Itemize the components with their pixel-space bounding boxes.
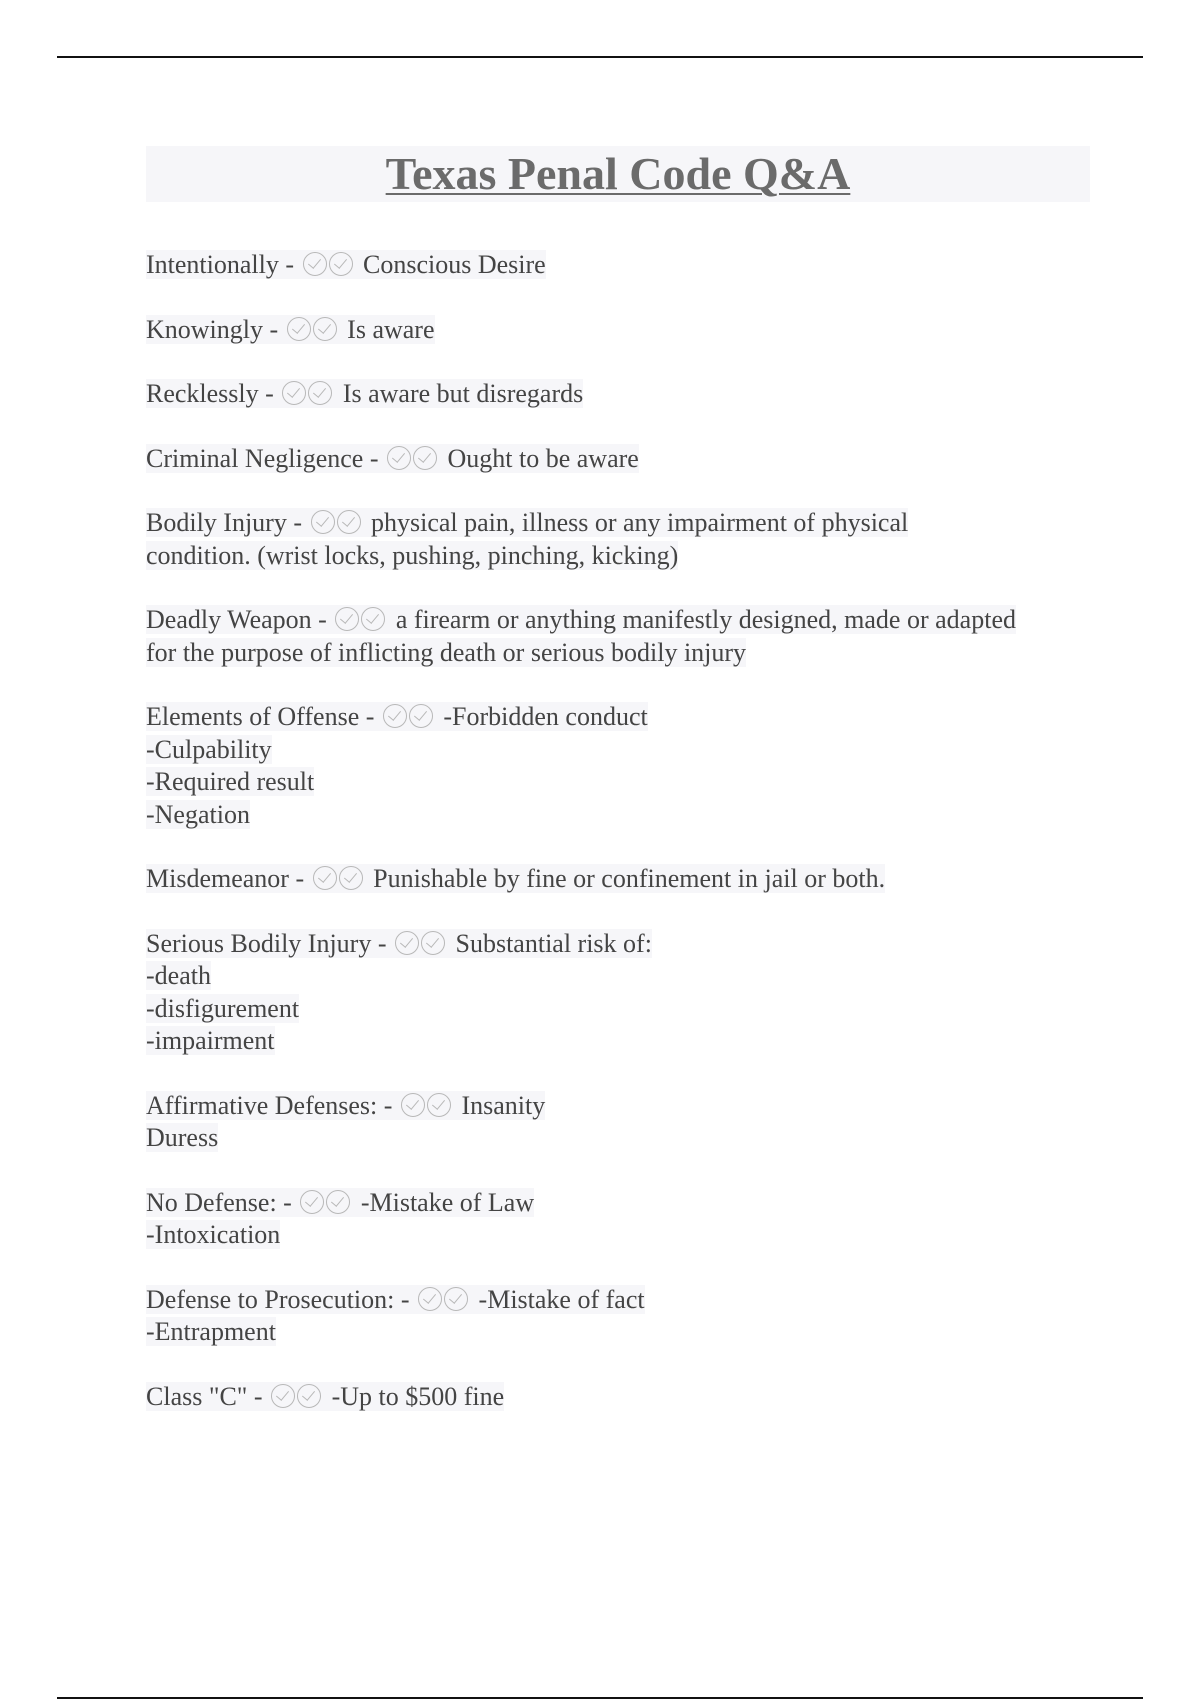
qa-answer-text: -Mistake of fact: [478, 1284, 645, 1314]
qa-line-highlight: [146, 1220, 280, 1249]
qa-line-highlight: [146, 864, 885, 893]
qa-line-highlight: [146, 541, 678, 570]
qa-term: Class "C" -: [146, 1381, 263, 1411]
check-circle-icon: [313, 317, 337, 341]
qa-continuation-line: [146, 799, 1090, 832]
answer-marker: [282, 378, 334, 411]
qa-answer-text: -Culpability: [146, 734, 272, 764]
document-body: [146, 146, 1090, 1445]
qa-line-highlight: [146, 735, 272, 764]
check-circle-icon: [300, 1190, 324, 1214]
qa-answer-text: -Forbidden conduct: [443, 702, 648, 731]
check-circle-icon: [361, 607, 385, 631]
qa-first-line: [146, 701, 1090, 734]
qa-term: Knowingly -: [146, 314, 279, 344]
qa-line-highlight: [146, 1123, 218, 1152]
answer-marker: [383, 701, 435, 734]
qa-first-line: [146, 863, 1090, 896]
qa-answer-text: Is aware but disregards: [342, 379, 584, 408]
page-title: Texas Penal Code Q&A: [385, 148, 851, 199]
title-band: [146, 146, 1090, 202]
qa-term: Misdemeanor -: [146, 864, 305, 893]
qa-line-highlight: [146, 250, 546, 279]
check-circle-icon: [313, 866, 337, 890]
qa-line-highlight: [146, 1026, 275, 1055]
qa-continuation-line: [146, 1316, 1090, 1349]
qa-entry: [146, 863, 1090, 896]
qa-term: Recklessly -: [146, 379, 274, 408]
qa-line-highlight: [146, 929, 652, 958]
qa-term: Criminal Negligence -: [146, 443, 379, 473]
check-circle-icon: [311, 510, 335, 534]
qa-line-highlight: [146, 800, 250, 829]
qa-term: Serious Bodily Injury -: [146, 928, 387, 958]
qa-answer-text: -Mistake of Law: [360, 1187, 535, 1217]
qa-answer-text: -death: [146, 961, 211, 990]
qa-answer-text: -Negation: [146, 799, 250, 829]
top-rule: [57, 56, 1143, 58]
qa-answer-text: Is aware: [347, 314, 435, 344]
qa-continuation-line: [146, 540, 1090, 573]
qa-first-line: [146, 1381, 1090, 1414]
qa-entry: [146, 507, 1090, 572]
qa-answer-text: Substantial risk of:: [455, 928, 652, 958]
qa-first-line: [146, 314, 1090, 347]
qa-entry: [146, 378, 1090, 411]
qa-line-highlight: [146, 605, 1016, 634]
qa-continuation-line: [146, 637, 1090, 670]
answer-marker: [303, 249, 355, 282]
qa-term: Defense to Prosecution: -: [146, 1284, 410, 1314]
qa-term: No Defense: -: [146, 1187, 292, 1217]
qa-line-highlight: [146, 767, 314, 796]
check-circle-icon: [387, 446, 411, 470]
check-circle-icon: [282, 381, 306, 405]
qa-answer-text: -disfigurement: [146, 993, 300, 1023]
qa-answer-text: Duress: [146, 1123, 219, 1152]
qa-answer-text: Ought to be aware: [447, 443, 639, 473]
answer-marker: [418, 1284, 470, 1317]
qa-continuation-line: [146, 960, 1090, 993]
answer-marker: [313, 863, 365, 896]
check-circle-icon: [337, 510, 361, 534]
check-circle-icon: [271, 1384, 295, 1408]
qa-line-highlight: [146, 444, 639, 473]
qa-continuation-line: [146, 993, 1090, 1026]
qa-line-highlight: [146, 994, 299, 1023]
qa-entry: [146, 1381, 1090, 1414]
qa-list: [146, 249, 1090, 1413]
qa-first-line: [146, 249, 1090, 282]
qa-first-line: [146, 1187, 1090, 1220]
qa-entry: [146, 1187, 1090, 1252]
check-circle-icon: [297, 1384, 321, 1408]
qa-line-highlight: [146, 1382, 504, 1411]
qa-first-line: [146, 928, 1090, 961]
qa-continuation-line: [146, 766, 1090, 799]
check-circle-icon: [413, 446, 437, 470]
answer-marker: [387, 443, 439, 476]
qa-answer-text: -Entrapment: [146, 1317, 276, 1346]
check-circle-icon: [308, 381, 332, 405]
qa-entry: [146, 604, 1090, 669]
answer-marker: [401, 1090, 453, 1123]
answer-marker: [395, 928, 447, 961]
qa-term: Intentionally -: [146, 250, 295, 279]
qa-first-line: [146, 378, 1090, 411]
qa-entry: [146, 1090, 1090, 1155]
qa-continuation-line: [146, 1122, 1090, 1155]
qa-line-highlight: [146, 315, 435, 344]
qa-line-highlight: [146, 961, 211, 990]
qa-line-highlight: [146, 1091, 545, 1120]
check-circle-icon: [326, 1190, 350, 1214]
answer-marker: [335, 604, 387, 637]
answer-marker: [300, 1187, 352, 1220]
qa-continuation-line: [146, 1219, 1090, 1252]
check-circle-icon: [409, 704, 433, 728]
qa-line-highlight: [146, 1188, 534, 1217]
check-circle-icon: [383, 704, 407, 728]
qa-first-line: [146, 507, 1090, 540]
qa-entry: [146, 249, 1090, 282]
qa-term: Bodily Injury -: [146, 508, 302, 537]
qa-answer-text: a firearm or anything manifestly designed, made or adapted: [395, 605, 1016, 634]
qa-entry: [146, 928, 1090, 1058]
check-circle-icon: [444, 1287, 468, 1311]
qa-line-highlight: [146, 638, 746, 667]
check-circle-icon: [335, 607, 359, 631]
qa-answer-text: -Up to $500 fine: [331, 1381, 505, 1411]
qa-answer-text: Insanity: [461, 1090, 546, 1120]
qa-entry: [146, 314, 1090, 347]
qa-answer-text: Conscious Desire: [363, 250, 546, 279]
qa-answer-text: -Intoxication: [146, 1220, 281, 1249]
bottom-rule: [57, 1697, 1143, 1699]
check-circle-icon: [329, 252, 353, 276]
answer-marker: [271, 1381, 323, 1414]
qa-entry: [146, 1284, 1090, 1349]
qa-term: Affirmative Defenses: -: [146, 1090, 393, 1120]
qa-line-highlight: [146, 379, 583, 408]
qa-answer-text: condition. (wrist locks, pushing, pinching, kicking): [146, 540, 679, 570]
qa-answer-text: -impairment: [146, 1026, 275, 1055]
qa-term: Deadly Weapon -: [146, 605, 327, 634]
check-circle-icon: [421, 931, 445, 955]
check-circle-icon: [287, 317, 311, 341]
check-circle-icon: [418, 1287, 442, 1311]
qa-answer-text: physical pain, illness or any impairment of physical: [371, 508, 909, 537]
qa-first-line: [146, 1090, 1090, 1123]
check-circle-icon: [427, 1093, 451, 1117]
qa-answer-text: -Required result: [146, 767, 315, 796]
qa-line-highlight: [146, 702, 648, 731]
qa-term: Elements of Offense -: [146, 702, 375, 731]
answer-marker: [311, 507, 363, 540]
qa-continuation-line: [146, 734, 1090, 767]
qa-answer-text: Punishable by fine or confinement in jail or both.: [373, 864, 886, 893]
check-circle-icon: [303, 252, 327, 276]
check-circle-icon: [401, 1093, 425, 1117]
answer-marker: [287, 314, 339, 347]
qa-first-line: [146, 604, 1090, 637]
check-circle-icon: [395, 931, 419, 955]
qa-line-highlight: [146, 1285, 645, 1314]
qa-entry: [146, 443, 1090, 476]
qa-first-line: [146, 443, 1090, 476]
qa-answer-text: for the purpose of inflicting death or serious bodily injury: [146, 637, 747, 667]
qa-continuation-line: [146, 1025, 1090, 1058]
qa-line-highlight: [146, 508, 908, 537]
qa-first-line: [146, 1284, 1090, 1317]
qa-entry: [146, 701, 1090, 831]
check-circle-icon: [339, 866, 363, 890]
qa-line-highlight: [146, 1317, 276, 1346]
